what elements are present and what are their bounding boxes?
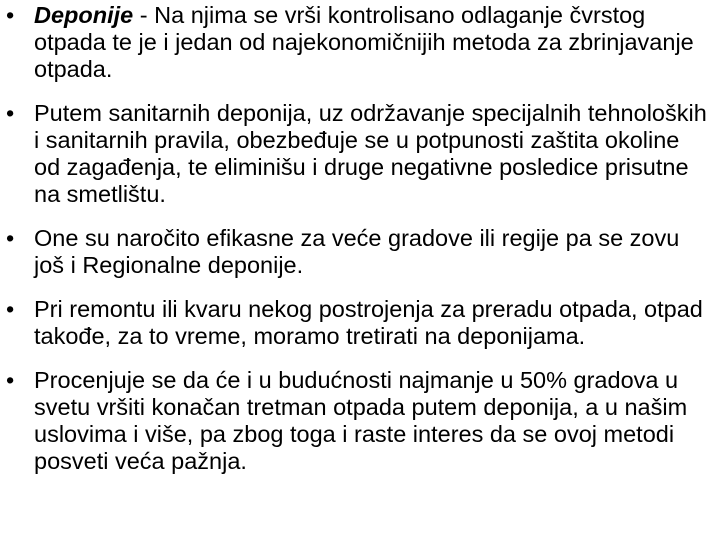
bullet-marker: •	[6, 2, 15, 28]
bullet-term: Deponije	[34, 2, 134, 28]
bullet-item-remont	[6, 296, 710, 350]
bullet-text: One su naročito efikasne za veće gradove ili regije pa se zovu još i Regionalne deponije.	[34, 225, 680, 278]
bullet-text: Pri remontu ili kvaru nekog postrojenja za preradu otpada, otpad takođe, za to vreme, moramo tretirati na deponijama.	[34, 296, 703, 349]
bullet-marker: •	[6, 296, 15, 322]
bullet-item-sanitarne-deponije	[6, 100, 710, 208]
bullet-text: Procenjuje se da će i u budućnosti najmanje u 50% gradova u svetu vršiti konačan tretman otpada putem deponija, a u našim uslovima i više, pa zbog toga i raste interes da se ovoj metodi posveti veća pažnja.	[34, 367, 688, 474]
bullet-marker: •	[6, 367, 15, 393]
bullet-item-deponije	[6, 2, 710, 83]
bullet-item-procena	[6, 367, 710, 475]
bullet-list	[6, 2, 710, 475]
bullet-text: Putem sanitarnih deponija, uz održavanje specijalnih tehnoloških i sanitarnih pravila, obezbeđuje se u potpunosti zaštita okoline od zagađenja, te eliminišu i druge negativne posledice prisutne na smetlištu.	[34, 100, 707, 207]
bullet-text: - Na njima se vrši kontrolisano odlaganje čvrstog otpada te je i jedan od najekonomičnijih metoda za zbrinjavanje otpada.	[34, 2, 694, 82]
bullet-item-regionalne-deponije	[6, 225, 710, 279]
bullet-marker: •	[6, 100, 15, 126]
bullet-marker: •	[6, 225, 15, 251]
